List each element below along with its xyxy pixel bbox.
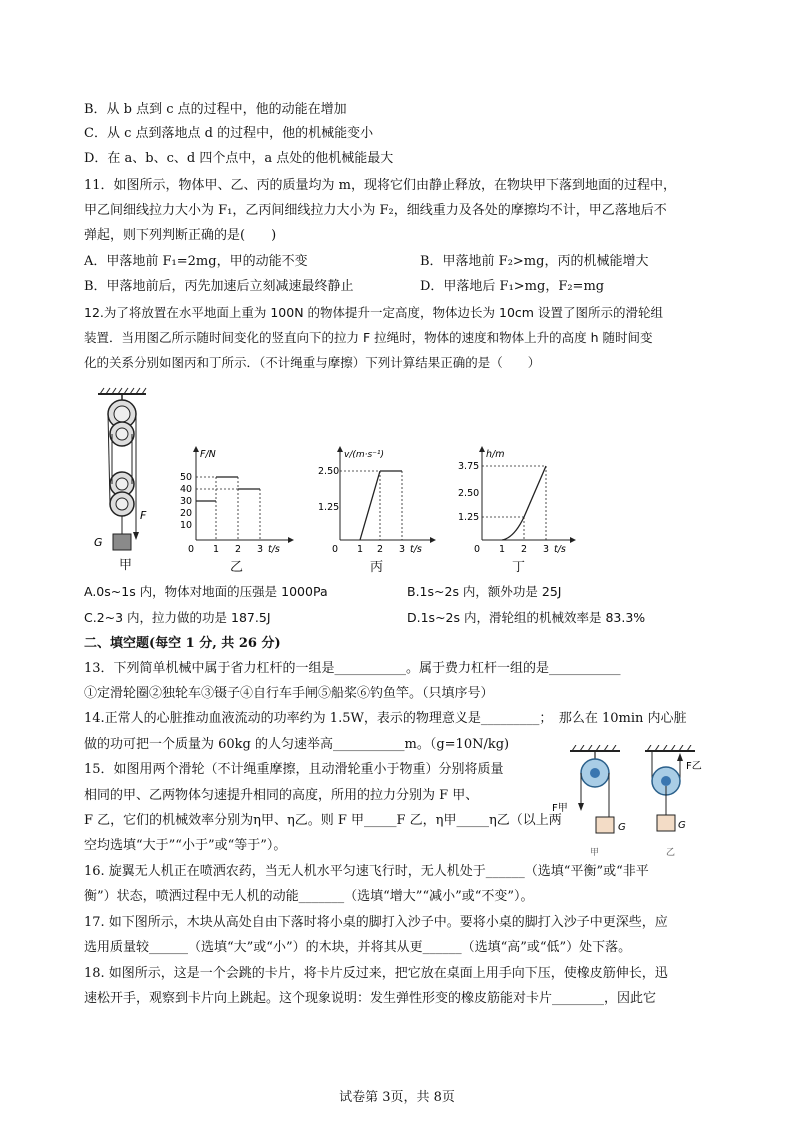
q12-option-a: A.0s~1s 内，物体对地面的压强是 1000Pa <box>84 584 328 599</box>
chart-yi-ytick-50: 50 <box>180 472 193 483</box>
chart-bing <box>318 446 436 556</box>
chart-yi-ytick-30: 30 <box>180 496 193 507</box>
chart-yi <box>176 446 294 556</box>
q12-stem-line-3: 化的关系分别如图丙和丁所示．（不计绳重与摩擦）下列计算结果正确的是（ ） <box>84 355 541 370</box>
q14-line-2: 做的功可把一个质量为 60kg 的人匀速举高___________m。（g=10N/kg) <box>84 737 510 752</box>
chart-ding-xtick-0: 0 <box>474 544 481 555</box>
q11-option-b: B．甲落地前 F₂>mg，丙的机械能增大 <box>420 254 649 269</box>
chart-bing-xtick-3: 3 <box>399 544 406 555</box>
q15-label-jia: 甲 <box>590 848 600 858</box>
chart-yi-xtick-2: 2 <box>235 544 242 555</box>
q15-g-left: G <box>618 822 626 833</box>
chart-yi-xunit: t/s <box>268 544 280 555</box>
chart-ding-xtick-3: 3 <box>543 544 550 555</box>
q15-f-yi: F乙 <box>686 761 702 772</box>
chart-yi-xtick-3: 3 <box>257 544 264 555</box>
q16-line-1: 16. 旋翼无人机正在喷洒农药，当无人机水平匀速飞行时，无人机处于______（选填“平衡”或“非平 <box>84 864 649 879</box>
fig-label-ding: 丁 <box>512 560 526 575</box>
pulley-system-figure <box>88 386 158 576</box>
chart-yi-ytick-10: 10 <box>180 520 193 531</box>
q15-f-jia: F甲 <box>552 803 568 814</box>
chart-bing-ylabel: v/(m·s⁻¹) <box>344 450 385 460</box>
q16-line-2: 衡”）状态，喷洒过程中无人机的动能_______（选填“增大”“减小”或“不变”）。 <box>84 889 534 904</box>
q10-option-c: C．从 c 点到落地点 d 的过程中，他的机械能变小 <box>84 126 374 141</box>
q10-option-d: D．在 a、b、c、d 四个点中，a 点处的他机械能最大 <box>84 151 394 166</box>
chart-ding-ytick-250: 2.50 <box>458 488 480 499</box>
q15-line-1: 15．如图用两个滑轮（不计绳重摩擦，且动滑轮重小于物重）分别将质量 <box>84 762 504 777</box>
chart-bing-xunit: t/s <box>410 544 422 555</box>
q11-option-b2: B．甲落地前后，丙先加速后立刻减速最终静止 <box>84 279 354 294</box>
chart-ding-xunit: t/s <box>554 544 566 555</box>
q12-option-d: D.1s~2s 内，滑轮组的机械效率是 83.3% <box>407 610 646 625</box>
q12-option-c: C.2~3 内，拉力做的功是 187.5J <box>84 610 271 625</box>
chart-ding <box>458 446 576 556</box>
q17-line-1: 17. 如下图所示，木块从高处自由下落时将小桌的脚打入沙子中。要将小桌的脚打入沙子中更深些，应 <box>84 915 668 930</box>
chart-yi-ylabel: F/N <box>200 449 216 460</box>
pulley-f-label: F <box>140 509 147 522</box>
chart-yi-xtick-0: 0 <box>188 544 195 555</box>
chart-yi-ytick-40: 40 <box>180 484 193 495</box>
two-pulleys-figure <box>550 745 710 860</box>
chart-yi-ytick-20: 20 <box>180 508 193 519</box>
chart-bing-ytick-250: 2.50 <box>318 466 340 477</box>
chart-ding-ytick-375: 3.75 <box>458 461 480 472</box>
q12-stem-line-1: 12.为了将放置在水平地面上重为 100N 的物体提升一定高度，物体边长为 10cm 设置了图所示的滑轮组 <box>84 305 663 320</box>
chart-ding-ylabel: h/m <box>486 449 505 460</box>
q11-stem-line-3: 弹起，则下列判断正确的是( ) <box>84 228 277 243</box>
page-footer: 试卷第 3页，共 8页 <box>339 1090 455 1105</box>
fig-label-bing: 丙 <box>370 560 384 575</box>
q12-stem-line-2: 装置．当用图乙所示随时间变化的竖直向下的拉力 F 拉绳时，物体的速度和物体上升的高度 h 随时间变 <box>84 330 653 345</box>
q13-line-1: 13．下列简单机械中属于省力杠杆的一组是___________。属于费力杠杆一组的是___________ <box>84 661 621 676</box>
q17-line-2: 选用质量较______（选填“大”或“小”）的木块，并将其从更______（选填“高”或“低”）处下落。 <box>84 940 632 955</box>
q15-line-2: 相同的甲、乙两物体匀速提升相同的高度，所用的拉力分别为 F 甲、 <box>84 788 479 803</box>
chart-ding-xtick-2: 2 <box>521 544 528 555</box>
q14-line-1: 14.正常人的心脏推动血液流动的功率约为 1.5W，表示的物理意义是_________； 那么在 10min 内心脏 <box>84 711 687 726</box>
q11-stem-line-2: 甲乙间细线拉力大小为 F₁，乙丙间细线拉力大小为 F₂，细线重力及各处的摩擦均不计，甲乙落地后不 <box>84 203 667 218</box>
pulley-g-label: G <box>94 536 103 549</box>
q11-option-a: A．甲落地前 F₁=2mg，甲的动能不变 <box>84 254 308 269</box>
fig-label-jia: 甲 <box>119 558 133 573</box>
q15-line-3: F 乙，它们的机械效率分别为η甲、η乙。则 F 甲_____F 乙，η甲_____η乙（以上两 <box>84 813 562 828</box>
q15-label-yi: 乙 <box>666 848 676 858</box>
q18-line-1: 18. 如图所示，这是一个会跳的卡片，将卡片反过来，把它放在桌面上用手向下压，使橡皮筋伸长，迅 <box>84 966 668 981</box>
chart-bing-ytick-125: 1.25 <box>318 502 340 513</box>
q11-option-d: D．甲落地后 F₁>mg，F₂=mg <box>420 279 605 294</box>
q10-option-b: B．从 b 点到 c 点的过程中，他的动能在增加 <box>84 102 347 117</box>
q12-option-b: B.1s~2s 内，额外功是 25J <box>407 584 562 599</box>
chart-ding-ytick-125: 1.25 <box>458 512 480 523</box>
chart-bing-xtick-1: 1 <box>357 544 364 555</box>
section-2-title: 二、填空题(每空 1 分, 共 26 分) <box>84 636 281 651</box>
chart-ding-xtick-1: 1 <box>499 544 506 555</box>
q13-line-2: ①定滑轮圈②独轮车③镊子④自行车手闸⑤船桨⑥钓鱼竿。（只填序号） <box>84 686 494 701</box>
q15-line-4: 空均选填“大于”“小于”或“等于”）。 <box>84 838 287 853</box>
chart-yi-xtick-1: 1 <box>213 544 220 555</box>
fig-label-yi: 乙 <box>230 560 244 575</box>
q15-g-right: G <box>678 820 686 831</box>
q11-stem-line-1: 11．如图所示，物体甲、乙、丙的质量均为 m，现将它们由静止释放，在物块甲下落到地面的过程中， <box>84 178 677 193</box>
chart-bing-xtick-2: 2 <box>377 544 384 555</box>
q18-line-2: 速松开手，观察到卡片向上跳起。这个现象说明：发生弹性形变的橡皮筋能对卡片________，因此它 <box>84 991 657 1006</box>
chart-bing-xtick-0: 0 <box>332 544 339 555</box>
